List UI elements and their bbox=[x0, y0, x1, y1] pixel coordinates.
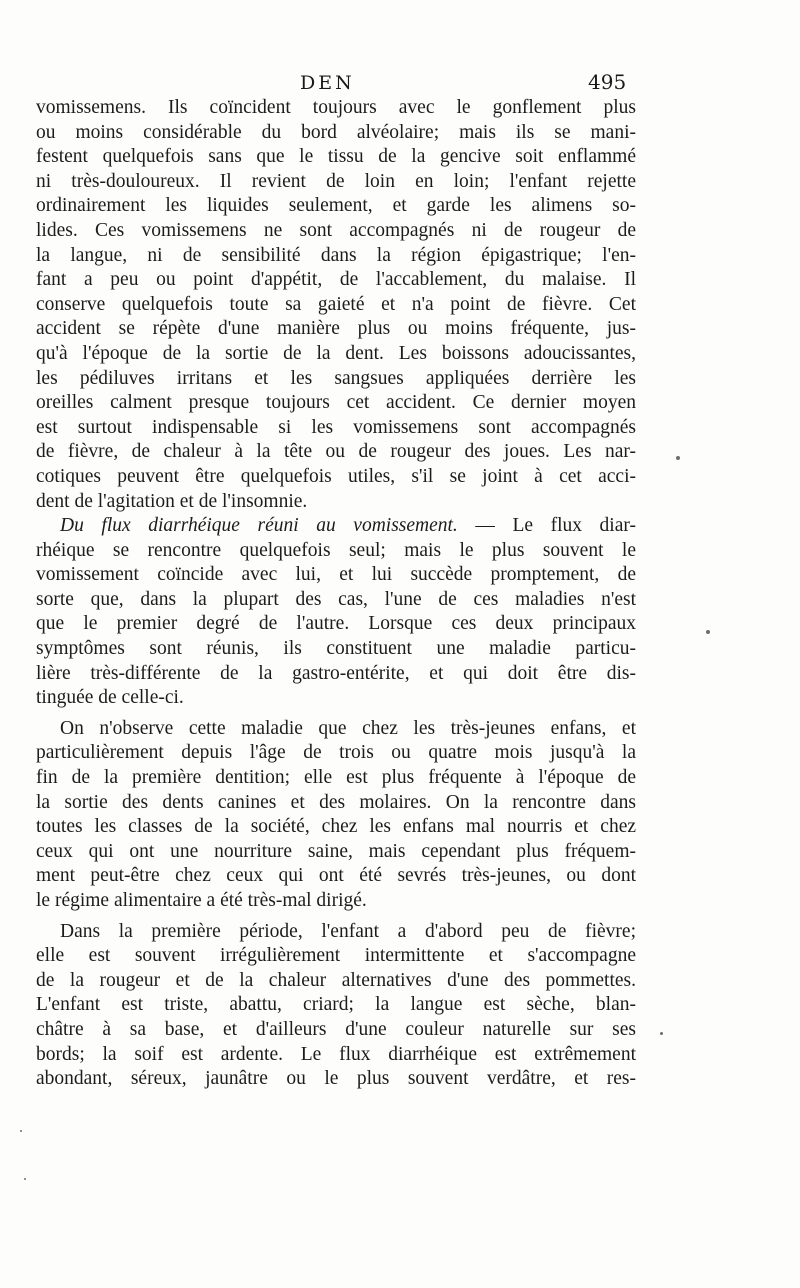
text-line: de la rougeur et de la chaleur alternatives d'une des pommettes. bbox=[36, 969, 636, 991]
text-line: tinguée de celle-ci. bbox=[36, 687, 184, 709]
text-line: la langue, ni de sensibilité dans la région épigastrique; l'en- bbox=[36, 244, 636, 266]
section-heading: Du flux diarrhéique réuni au vomissement. bbox=[60, 515, 458, 537]
text-line: On n'observe cette maladie que chez les très-jeunes enfans, et bbox=[60, 717, 636, 739]
text-line: de fièvre, de chaleur à la tête ou de rougeur des joues. Les nar- bbox=[36, 441, 636, 463]
text-line: abondant, séreux, jaunâtre ou le plus souvent verdâtre, et res- bbox=[36, 1068, 636, 1090]
scan-speck bbox=[20, 1130, 22, 1132]
paragraph-4 bbox=[36, 920, 636, 1092]
text-line: accident se répète d'une manière plus ou moins fréquente, jus- bbox=[36, 318, 636, 340]
text-line: elle est souvent irrégulièrement intermittente et s'accompagne bbox=[36, 945, 636, 967]
body-text bbox=[36, 96, 636, 1092]
text-line: oreilles calment presque toujours cet accident. Ce dernier moyen bbox=[36, 392, 636, 414]
scan-speck bbox=[660, 1032, 663, 1035]
text-line: est surtout indispensable si les vomissemens sont accompagnés bbox=[36, 416, 636, 438]
text-line: vomissemens. Ils coïncident toujours avec le gonflement plus bbox=[36, 97, 636, 118]
text-fragment: — Le flux diar- bbox=[457, 515, 636, 537]
text-line: lière très-différente de la gastro-entérite, et qui doit être dis- bbox=[36, 662, 636, 684]
page-header bbox=[0, 70, 800, 98]
text-line: sorte que, dans la plupart des cas, l'une de ces maladies n'est bbox=[36, 588, 636, 610]
text-line: festent quelquefois sans que le tissu de la gencive soit enflammé bbox=[36, 146, 636, 168]
text-line: ceux qui ont une nourriture saine, mais cependant plus fréquem- bbox=[36, 840, 636, 862]
text-line: qu'à l'époque de la sortie de la dent. Les boissons adoucissantes, bbox=[36, 342, 636, 364]
text-line: la sortie des dents canines et des molaires. On la rencontre dans bbox=[36, 791, 636, 813]
text-line: ni très-douloureux. Il revient de loin en loin; l'enfant rejette bbox=[36, 170, 636, 192]
text-line: ment peut-être chez ceux qui ont été sevrés très-jeunes, ou dont bbox=[36, 865, 636, 887]
scan-speck bbox=[706, 630, 710, 634]
text-line: fin de la première dentition; elle est plus fréquente à l'époque de bbox=[36, 767, 636, 789]
running-head: DEN bbox=[300, 72, 355, 94]
text-line: fant a peu ou point d'appétit, de l'accablement, du malaise. Il bbox=[36, 269, 636, 291]
section-heading-line bbox=[36, 514, 636, 539]
text-line: symptômes sont réunis, ils constituent une maladie particu- bbox=[36, 638, 636, 660]
page-number: 495 bbox=[588, 70, 627, 94]
text-line: Dans la première période, l'enfant a d'abord peu de fièvre; bbox=[60, 920, 636, 942]
text-line: que le premier degré de l'autre. Lorsque ces deux principaux bbox=[36, 613, 636, 635]
text-line: toutes les classes de la société, chez les enfans mal nourris et chez bbox=[36, 816, 636, 838]
text-line: bords; la soif est ardente. Le flux diarrhéique est extrêmement bbox=[36, 1043, 636, 1065]
text-line: particulièrement depuis l'âge de trois ou quatre mois jusqu'à la bbox=[36, 742, 636, 764]
text-line: conserve quelquefois toute sa gaieté et n'a point de fièvre. Cet bbox=[36, 293, 636, 315]
text-line: châtre à sa base, et d'ailleurs d'une couleur naturelle sur ses bbox=[36, 1018, 636, 1040]
text-line: rhéique se rencontre quelquefois seul; mais le plus souvent le bbox=[36, 539, 636, 561]
text-line: lides. Ces vomissemens ne sont accompagnés ni de rougeur de bbox=[36, 219, 636, 241]
text-line: les pédiluves irritans et les sangsues appliquées derrière les bbox=[36, 367, 636, 389]
scan-speck bbox=[24, 1178, 26, 1180]
text-line: cotiques peuvent être quelquefois utiles, s'il se joint à cet acci- bbox=[36, 465, 636, 487]
text-line: dent de l'agitation et de l'insomnie. bbox=[36, 490, 308, 512]
paragraph-3 bbox=[36, 717, 636, 914]
paragraph-1 bbox=[36, 96, 636, 514]
text-line: vomissement coïncide avec lui, et lui succède promptement, de bbox=[36, 564, 636, 586]
text-line: ou moins considérable du bord alvéolaire; mais ils se mani- bbox=[36, 121, 636, 143]
text-line: ordinairement les liquides seulement, et garde les alimens so- bbox=[36, 195, 636, 217]
scan-speck bbox=[676, 456, 680, 460]
paragraph-2 bbox=[36, 514, 636, 711]
text-line: L'enfant est triste, abattu, criard; la langue est sèche, blan- bbox=[36, 994, 636, 1016]
text-line: le régime alimentaire a été très-mal dirigé. bbox=[36, 890, 367, 911]
